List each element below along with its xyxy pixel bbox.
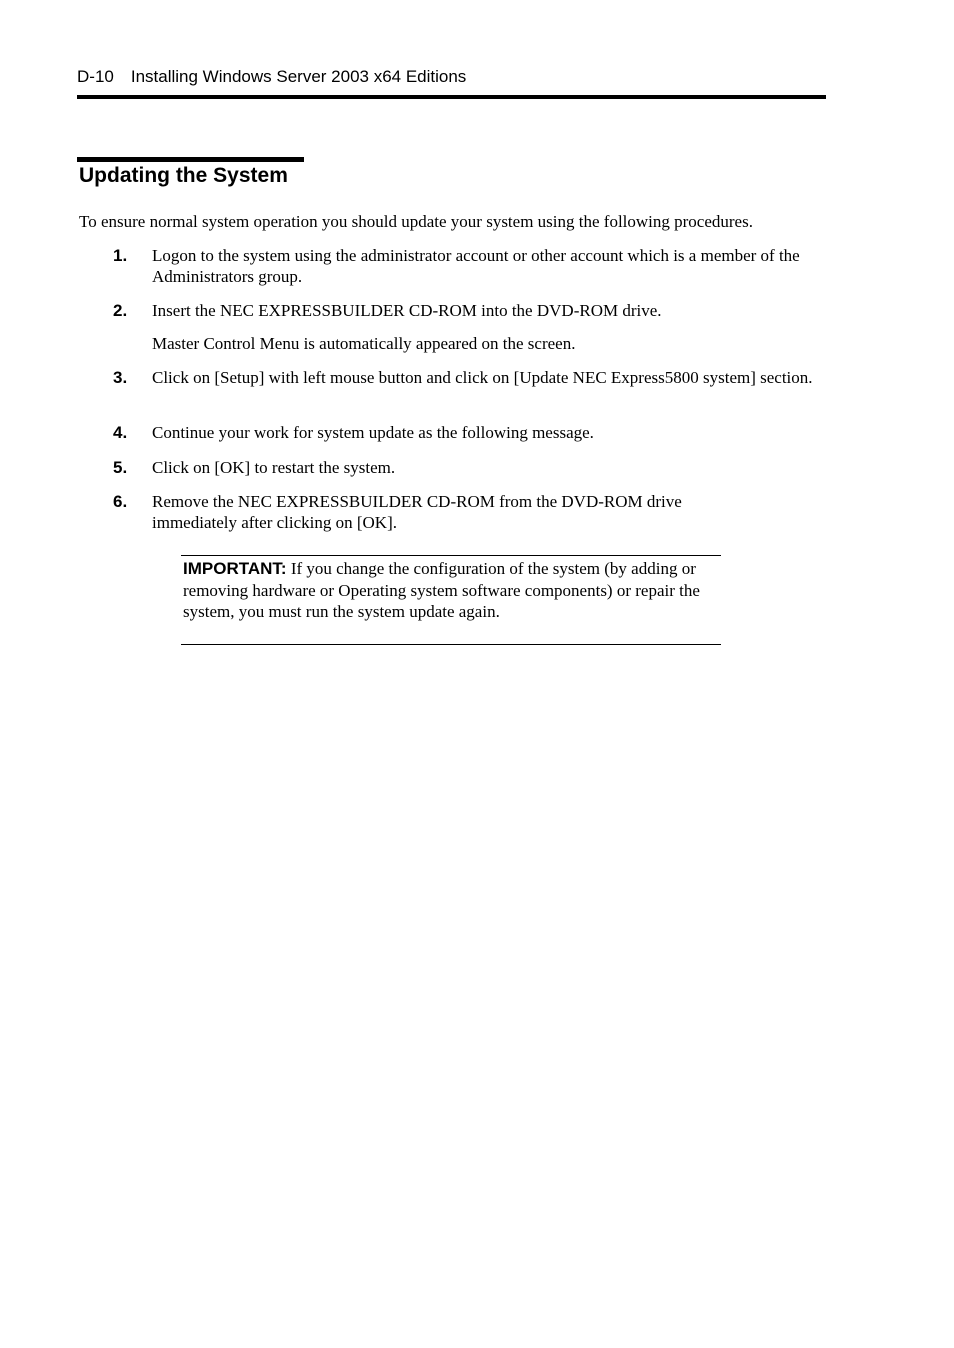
step-number: 2. [113,301,128,320]
step-text: Click on [OK] to restart the system. [152,458,396,477]
page-number: D-10 [77,67,114,86]
important-note [181,555,721,645]
step-number: 4. [113,423,128,442]
step-text: Click on [Setup] with left mouse button and click on [Update NEC Express5800 system] section. [152,368,813,387]
step-text: Continue your work for system update as the following message. [152,423,594,442]
important-text [183,558,703,623]
important-label: IMPORTANT: [183,559,287,578]
chapter-title: Installing Windows Server 2003 x64 Editions [130,67,467,86]
step-text: Insert the NEC EXPRESSBUILDER CD-ROM into the DVD-ROM drive. [152,301,662,320]
intro-paragraph: To ensure normal system operation you should update your system using the following procedures. [79,212,753,231]
step-number: 5. [113,458,128,477]
important-body: If you change the configuration of the system (by adding or removing hardware or Operating system software components) or repair the system, you must run the system update again. [183,559,700,621]
section-title: Updating the System [79,164,288,187]
step-number: 3. [113,368,128,387]
step-text: Remove the NEC EXPRESSBUILDER CD-ROM from the DVD-ROM drive immediately after clicking on [OK]. [152,492,682,532]
header-rule [77,95,826,99]
page-header [77,66,826,88]
step-number: 1. [113,246,128,265]
step-text: Logon to the system using the administrator account or other account which is a member of the Administrators group. [152,246,800,286]
step-note: Master Control Menu is automatically appeared on the screen. [152,334,576,353]
step-number: 6. [113,492,128,511]
